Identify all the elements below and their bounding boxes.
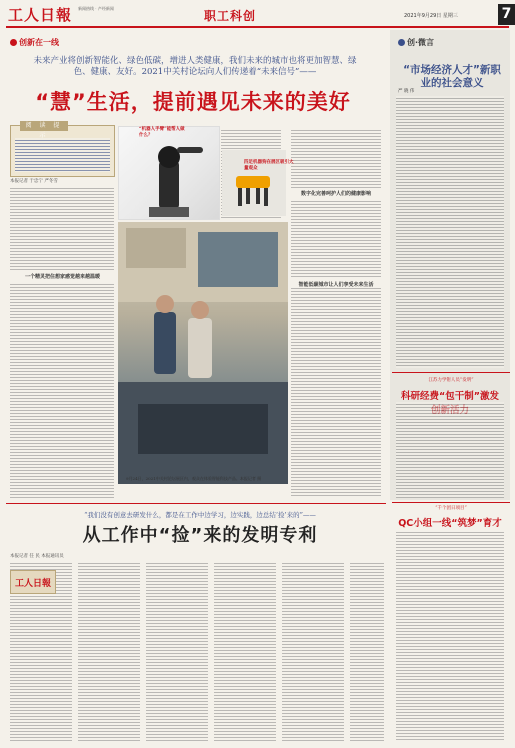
- bottom-body-column: [214, 561, 276, 743]
- robot-arm-icon: [119, 127, 219, 219]
- expo-caption: 9月24日，2021中关村论坛展区内，观众在体验智能科技产品。本报记者 摄: [126, 476, 262, 481]
- bottom-body-column: [350, 561, 384, 743]
- column-dot-icon: [10, 39, 17, 46]
- robot-dog-caption: 四足机器狗在展区吸引大量观众: [244, 160, 294, 171]
- section-divider: [6, 503, 386, 504]
- robot-caption: “机器人手臂”能帮人做什么？: [139, 127, 185, 138]
- bottom-article-deck: “我们没有创意去研发什么，都是在工作中边学习，边实践，边总结‘捡’来的”——: [84, 511, 316, 519]
- reading-tip-label: 阅 读 提 示: [20, 121, 68, 131]
- issue-date: 2021年9月29日 星期三: [404, 13, 458, 19]
- bottom-body-column: [78, 561, 140, 743]
- bottom-article-headline: 从工作中“捡”来的发明专利: [82, 525, 318, 546]
- article-headline: “慧”生活，提前遇见未来的美好: [35, 90, 351, 114]
- article-deck: 未来产业将创新智能化、绿色低碳，增进人类健康，我们未来的城市也将更加智慧、绿色、健康、友好。2021中关村论坛向人们传递着“未来信号”——: [33, 56, 357, 77]
- sidebar-author: 严 晓 伟: [398, 89, 415, 94]
- bottom-body-column: [282, 561, 344, 743]
- robot-arm-photo: [118, 126, 220, 220]
- byline: 本报记者 于忠宁 严冬雪: [10, 179, 58, 184]
- paper-logo: 工人日報: [8, 6, 73, 24]
- paper-logo-icon: [11, 571, 55, 593]
- worker-story-body: [396, 402, 504, 498]
- sidebar-column-label: 创·微言: [407, 38, 435, 47]
- body-text-block: [291, 128, 381, 188]
- body-text-block: [10, 282, 114, 498]
- subhead-2: 数字化完善呵护人们的健康影响: [300, 191, 371, 197]
- divider: [392, 502, 510, 503]
- logo-stamp: [10, 570, 56, 594]
- bottom-body-column: [146, 561, 208, 743]
- expo-photo: [118, 222, 288, 484]
- expo-scene-icon: [118, 222, 288, 484]
- worker-story-headline: 科研经费“包干制”激发: [401, 391, 499, 402]
- qc-story-body: [396, 530, 504, 742]
- page-number: 7: [498, 4, 515, 25]
- body-text-block: [291, 286, 381, 498]
- body-text-block: [291, 199, 381, 279]
- reading-tip-text: [15, 138, 110, 172]
- qc-story-kicker: “千个团日项目”: [435, 506, 467, 511]
- qc-story-headline: QC小组一线“筑梦”育才: [398, 518, 502, 529]
- subhead-1: 一个精灵把住想家感觉越来越温暖: [24, 274, 100, 280]
- section-title: 职工科创: [204, 9, 257, 23]
- svg-text:工人日報: 工人日報: [14, 579, 52, 589]
- hotline-text: 新闻热线 · 产经新闻: [78, 6, 114, 11]
- worker-story-kicker: 江苏力学钳人员“发明”: [428, 378, 474, 383]
- column-tag: [10, 37, 59, 48]
- subhead-3: 智能低碳城市让人们享受未来生活: [298, 282, 374, 288]
- column-tag-label: 创新在一线: [19, 38, 59, 47]
- divider: [392, 372, 510, 373]
- sidebar-body-text: [396, 96, 504, 368]
- body-text-block: [10, 186, 114, 272]
- sidebar-column-tag: [398, 37, 434, 48]
- reading-tip-box: [10, 125, 115, 177]
- masthead: [6, 4, 512, 28]
- sidebar-headline: “市场经济人才”新职业的社会意义: [403, 64, 501, 89]
- bottom-byline: 本报记者 任 民 本报通讯员: [10, 554, 64, 559]
- sidebar-dot-icon: [398, 39, 405, 46]
